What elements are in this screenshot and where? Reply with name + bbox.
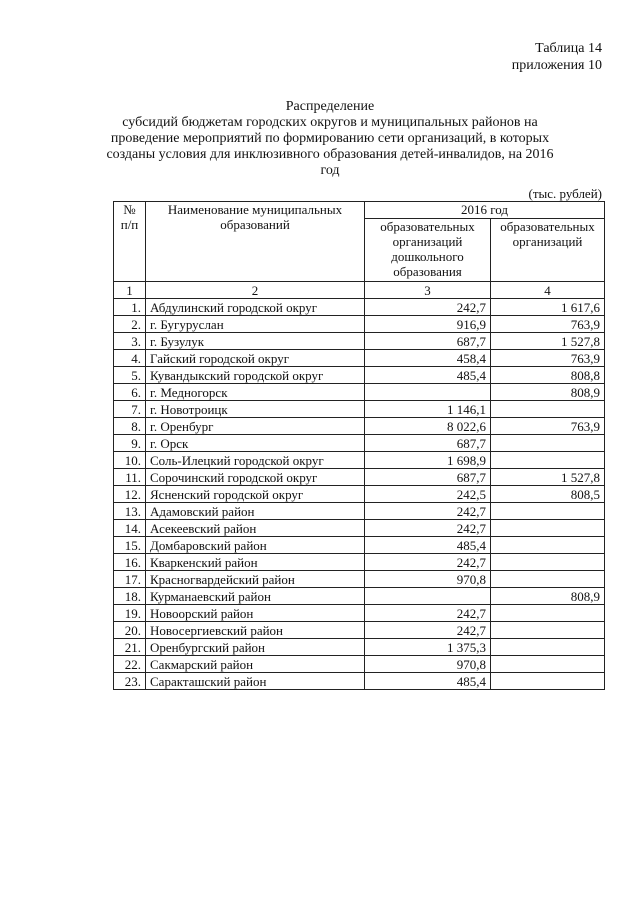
table-row <box>114 622 605 639</box>
row-value-orgs <box>491 537 605 554</box>
row-value-preschool: 485,4 <box>365 367 491 384</box>
row-number: 2. <box>114 316 146 333</box>
document-title <box>60 99 600 179</box>
row-name: Адамовский район <box>146 503 365 520</box>
row-name: Новоорский район <box>146 605 365 622</box>
row-name: Кваркенский район <box>146 554 365 571</box>
row-value-preschool: 242,7 <box>365 520 491 537</box>
header-year: 2016 год <box>365 202 605 219</box>
row-value-orgs: 808,9 <box>491 588 605 605</box>
header-col3: образовательных организаций дошкольного образования <box>365 219 491 282</box>
row-value-orgs: 763,9 <box>491 316 605 333</box>
row-name: г. Орск <box>146 435 365 452</box>
table-row <box>114 571 605 588</box>
row-value-orgs <box>491 503 605 520</box>
row-value-orgs <box>491 656 605 673</box>
table-row <box>114 673 605 690</box>
title-line-3: проведение мероприятий по формированию сети организаций, в которых <box>110 131 550 146</box>
distribution-table <box>113 201 605 690</box>
table-row <box>114 316 605 333</box>
row-value-preschool: 970,8 <box>365 656 491 673</box>
row-value-preschool: 1 698,9 <box>365 452 491 469</box>
row-name: Курманаевский район <box>146 588 365 605</box>
row-value-orgs: 1 527,8 <box>491 469 605 486</box>
table-row <box>114 605 605 622</box>
table-row <box>114 486 605 503</box>
row-value-orgs: 808,5 <box>491 486 605 503</box>
row-number: 11. <box>114 469 146 486</box>
row-value-preschool: 242,7 <box>365 503 491 520</box>
row-name: Новосергиевский район <box>146 622 365 639</box>
row-number: 1. <box>114 299 146 316</box>
row-name: г. Оренбург <box>146 418 365 435</box>
row-name: г. Медногорск <box>146 384 365 401</box>
table-row <box>114 520 605 537</box>
table-row <box>114 537 605 554</box>
title-line-2: субсидий бюджетам городских округов и муниципальных районов на <box>122 115 538 130</box>
row-value-orgs <box>491 622 605 639</box>
row-number: 23. <box>114 673 146 690</box>
row-value-preschool: 687,7 <box>365 333 491 350</box>
row-value-preschool <box>365 384 491 401</box>
row-value-preschool: 1 146,1 <box>365 401 491 418</box>
row-name: Красногвардейский район <box>146 571 365 588</box>
row-value-orgs: 808,9 <box>491 384 605 401</box>
row-name: Сакмарский район <box>146 656 365 673</box>
appendix-caption <box>512 40 602 74</box>
row-number: 6. <box>114 384 146 401</box>
table-row <box>114 333 605 350</box>
row-value-preschool: 485,4 <box>365 673 491 690</box>
header-row-1 <box>114 202 605 219</box>
row-value-preschool: 242,5 <box>365 486 491 503</box>
row-number: 10. <box>114 452 146 469</box>
row-number: 18. <box>114 588 146 605</box>
index-cell: 2 <box>146 282 365 299</box>
table-row <box>114 384 605 401</box>
row-name: Абдулинский городской округ <box>146 299 365 316</box>
row-value-orgs: 763,9 <box>491 350 605 367</box>
row-name: г. Бузулук <box>146 333 365 350</box>
row-value-orgs: 808,8 <box>491 367 605 384</box>
table-row <box>114 588 605 605</box>
row-number: 21. <box>114 639 146 656</box>
row-number: 15. <box>114 537 146 554</box>
row-value-preschool: 687,7 <box>365 435 491 452</box>
row-value-orgs <box>491 435 605 452</box>
index-row <box>114 282 605 299</box>
table-label: Таблица 14 <box>535 41 602 56</box>
row-value-preschool: 242,7 <box>365 299 491 316</box>
row-number: 17. <box>114 571 146 588</box>
row-value-preschool: 970,8 <box>365 571 491 588</box>
table-row <box>114 299 605 316</box>
table-row <box>114 452 605 469</box>
row-value-orgs: 1 617,6 <box>491 299 605 316</box>
row-value-preschool: 458,4 <box>365 350 491 367</box>
header-col4: образовательных организаций <box>491 219 605 282</box>
row-value-preschool: 242,7 <box>365 605 491 622</box>
title-line-4: созданы условия для инклюзивного образования детей-инвалидов, на 2016 <box>106 147 554 162</box>
row-value-orgs <box>491 605 605 622</box>
row-name: Сорочинский городской округ <box>146 469 365 486</box>
row-name: г. Бугуруслан <box>146 316 365 333</box>
row-number: 7. <box>114 401 146 418</box>
row-name: Асекеевский район <box>146 520 365 537</box>
row-value-preschool <box>365 588 491 605</box>
row-number: 12. <box>114 486 146 503</box>
row-value-orgs <box>491 452 605 469</box>
row-name: Домбаровский район <box>146 537 365 554</box>
row-value-preschool: 8 022,6 <box>365 418 491 435</box>
row-name: Соль-Илецкий городской округ <box>146 452 365 469</box>
row-name: Кувандыкский городской округ <box>146 367 365 384</box>
title-line-1: Распределение <box>285 99 375 114</box>
row-number: 19. <box>114 605 146 622</box>
row-value-preschool: 242,7 <box>365 622 491 639</box>
index-cell: 1 <box>114 282 146 299</box>
row-value-preschool: 1 375,3 <box>365 639 491 656</box>
row-name: Ясненский городской округ <box>146 486 365 503</box>
header-num: № п/п <box>114 202 146 282</box>
row-name: Саракташский район <box>146 673 365 690</box>
table-row <box>114 401 605 418</box>
table-row <box>114 639 605 656</box>
table-row <box>114 469 605 486</box>
row-value-orgs <box>491 571 605 588</box>
table-row <box>114 503 605 520</box>
title-line-5: год <box>320 163 340 178</box>
row-value-preschool: 485,4 <box>365 537 491 554</box>
row-value-preschool: 916,9 <box>365 316 491 333</box>
table-row <box>114 367 605 384</box>
row-value-orgs <box>491 520 605 537</box>
row-name: г. Новотроицк <box>146 401 365 418</box>
row-number: 8. <box>114 418 146 435</box>
row-number: 20. <box>114 622 146 639</box>
row-value-orgs <box>491 639 605 656</box>
row-number: 9. <box>114 435 146 452</box>
row-number: 14. <box>114 520 146 537</box>
index-cell: 3 <box>365 282 491 299</box>
row-value-preschool: 242,7 <box>365 554 491 571</box>
row-value-preschool: 687,7 <box>365 469 491 486</box>
row-value-orgs <box>491 401 605 418</box>
row-number: 3. <box>114 333 146 350</box>
units-label: (тыс. рублей) <box>528 186 602 201</box>
row-number: 5. <box>114 367 146 384</box>
row-value-orgs: 763,9 <box>491 418 605 435</box>
row-value-orgs <box>491 554 605 571</box>
table-row <box>114 435 605 452</box>
table-row <box>114 656 605 673</box>
index-cell: 4 <box>491 282 605 299</box>
row-value-orgs <box>491 673 605 690</box>
row-number: 16. <box>114 554 146 571</box>
row-name: Гайский городской округ <box>146 350 365 367</box>
row-number: 22. <box>114 656 146 673</box>
header-name: Наименование муниципальных образований <box>146 202 365 282</box>
row-number: 4. <box>114 350 146 367</box>
table-row <box>114 418 605 435</box>
table-row <box>114 554 605 571</box>
appendix-label: приложения 10 <box>511 58 602 73</box>
table-row <box>114 350 605 367</box>
row-name: Оренбургский район <box>146 639 365 656</box>
row-number: 13. <box>114 503 146 520</box>
row-value-orgs: 1 527,8 <box>491 333 605 350</box>
